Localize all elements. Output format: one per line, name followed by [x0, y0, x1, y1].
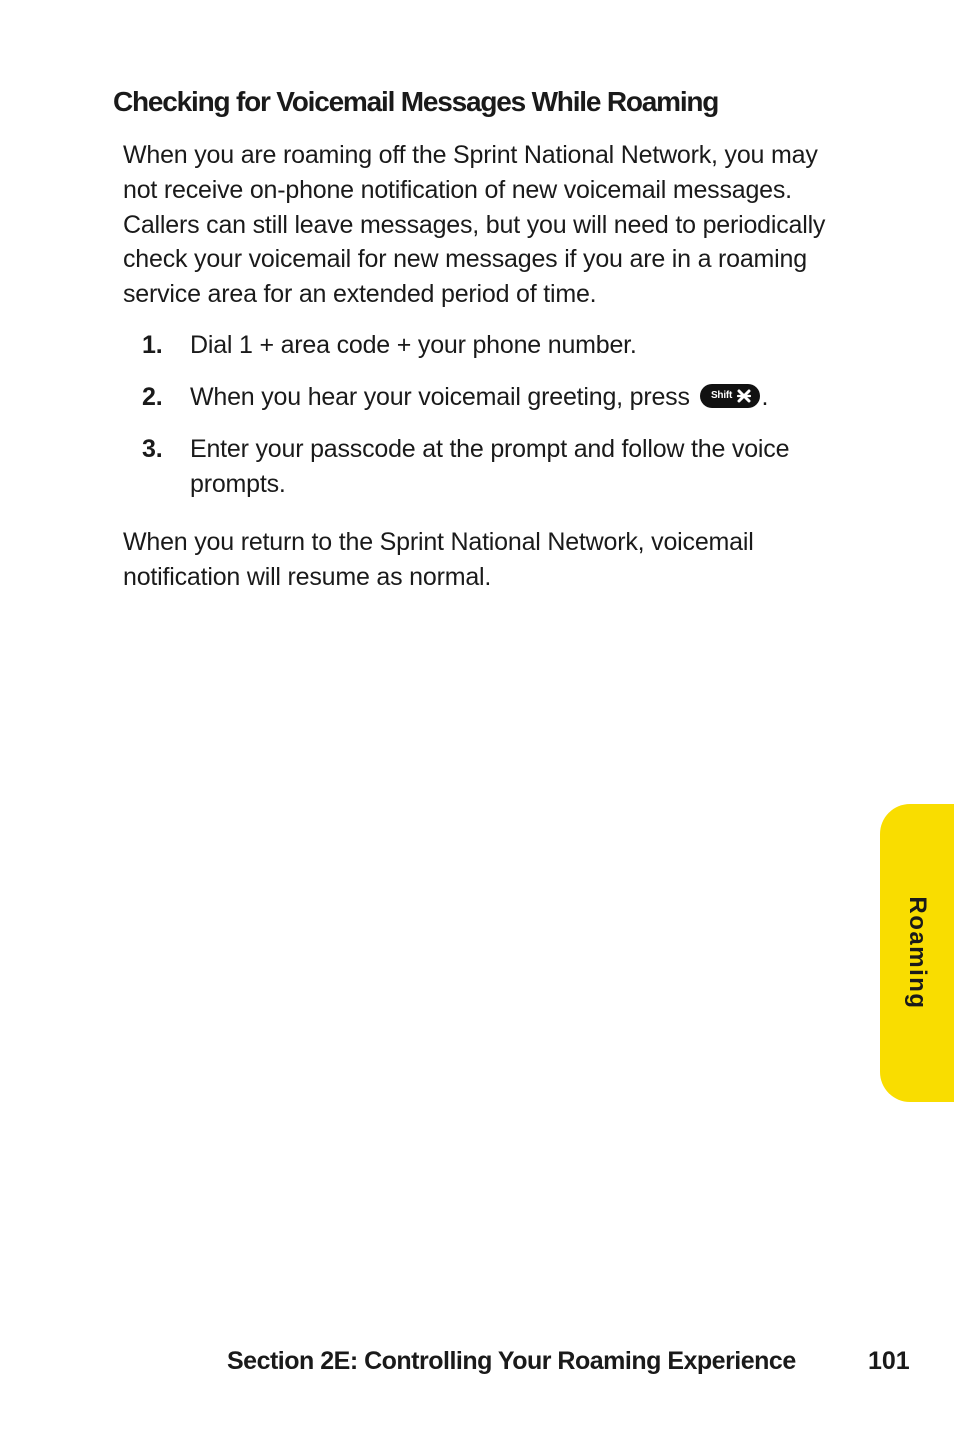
step-number: 3.: [142, 435, 163, 463]
step-item: [140, 380, 860, 415]
section-heading: Checking for Voicemail Messages While Roaming: [113, 86, 719, 117]
step-item: [140, 432, 860, 502]
steps-list: [140, 328, 860, 502]
side-tab-label: Roaming: [904, 896, 931, 1010]
step-text: Enter your passcode at the prompt and follow the voice prompts.: [190, 435, 790, 498]
page-number: 101: [868, 1347, 910, 1375]
outro-paragraph: When you return to the Sprint National Network, voicemail notification will resume as normal.: [123, 528, 754, 591]
asterisk-x-icon: [737, 389, 751, 403]
step-number: 1.: [142, 331, 163, 359]
footer-section-title: Section 2E: Controlling Your Roaming Experience: [227, 1347, 796, 1375]
shift-key-label: Shift: [710, 390, 733, 402]
step-text: Dial 1 + area code + your phone number.: [190, 331, 637, 359]
shift-key-icon: [700, 384, 760, 408]
step-text: When you hear your voicemail greeting, press: [190, 383, 690, 411]
intro-paragraph: When you are roaming off the Sprint National Network, you may not receive on-phone notification of new voicemail messages. Callers can still leave messages, but you will need to periodically check your voicemail for new messages if you are in a roaming service area for an extended period of time.: [123, 141, 826, 309]
step-text-end: .: [761, 383, 769, 411]
section-side-tab: [880, 804, 954, 1102]
step-number: 2.: [142, 383, 163, 411]
step-item: [140, 328, 860, 363]
